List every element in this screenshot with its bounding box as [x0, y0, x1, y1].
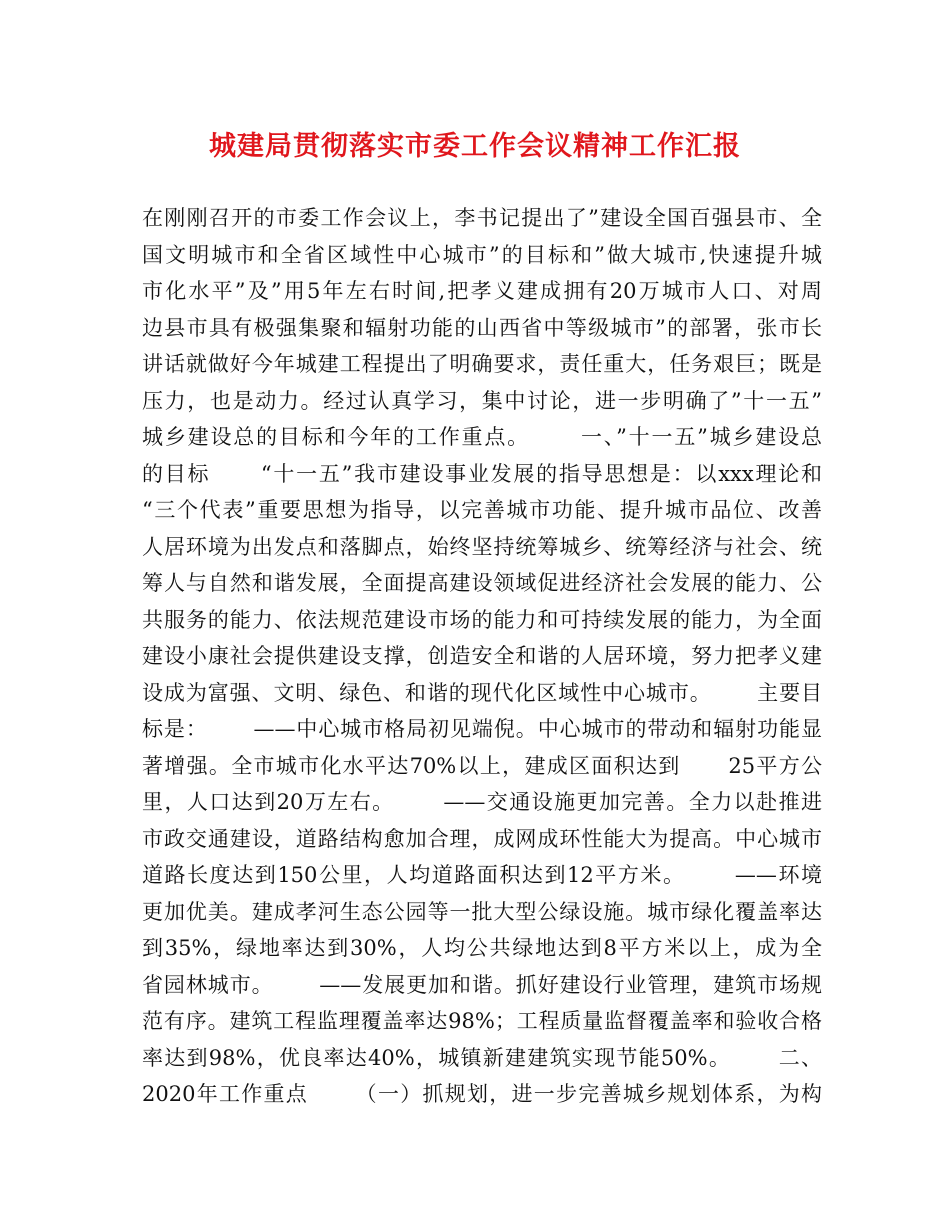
body-line: 的目标 “十一五”我市建设事业发展的指导思想是：以xxx理论和	[142, 461, 822, 486]
body-line: 范有序。建筑工程监理覆盖率达98%；工程质量监督覆盖率和验收合格	[142, 1009, 822, 1033]
body-line: 道路长度达到150公里，人均道路面积达到12平方米。 ——环境	[142, 863, 822, 887]
body-line: 建设小康社会提供建设支撑，创造安全和谐的人居环境，努力把孝义建	[142, 644, 822, 668]
body-line: 标是： ——中心城市格局初见端倪。中心城市的带动和辐射功能显	[142, 717, 822, 741]
body-line: 共服务的能力、依法规范建设市场的能力和可持续发展的能力，为全面	[142, 607, 822, 632]
body-line: 到35%，绿地率达到30%，人均公共绿地达到8平方米以上，成为全	[142, 936, 822, 960]
body-line: 设成为富强、文明、绿色、和谐的现代化区域性中心城市。 主要目	[142, 680, 822, 705]
body-line: 省园林城市。 ——发展更加和谐。抓好建设行业管理，建筑市场规	[142, 972, 822, 997]
body-line: 里，人口达到20万左右。 ——交通设施更加完善。全力以赴推进	[142, 790, 822, 814]
body-line: 筹人与自然和谐发展，全面提高建设领域促进经济社会发展的能力、公	[142, 571, 822, 595]
body-line: 市政交通建设，道路结构愈加合理，成网成环性能大为提高。中心城市	[142, 826, 822, 851]
body-line: 讲话就做好今年城建工程提出了明确要求，责任重大，任务艰巨；既是	[142, 352, 822, 376]
body-line: 压力，也是动力。经过认真学习，集中讨论，进一步明确了”十一五”	[142, 388, 822, 413]
body-line: 在刚刚召开的市委工作会议上，李书记提出了”建设全国百强县市、全	[142, 206, 822, 230]
body-line: 市化水平”及”用5年左右时间,把孝义建成拥有20万城市人口、对周	[142, 279, 822, 303]
body-line: 2020年工作重点 （一）抓规划，进一步完善城乡规划体系，为构	[142, 1082, 822, 1106]
body-line: 边县市具有极强集聚和辐射功能的山西省中等级城市”的部署，张市长	[142, 315, 822, 340]
body-line: 率达到98%，优良率达40%，城镇新建建筑实现节能50%。 二、	[142, 1045, 822, 1070]
document-body	[142, 200, 822, 1113]
document-title: 城建局贯彻落实市委工作会议精神工作汇报	[209, 131, 741, 162]
body-line: 著增强。全市城市化水平达70%以上，建成区面积达到 25平方公	[142, 753, 822, 778]
body-line: 国文明城市和全省区域性中心城市”的目标和”做大城市,快速提升城	[142, 242, 822, 267]
body-line: “三个代表”重要思想为指导，以完善城市功能、提升城市品位、改善	[142, 498, 822, 522]
body-line: 城乡建设总的目标和今年的工作重点。 一、”十一五”城乡建设总	[142, 425, 822, 449]
body-line: 更加优美。建成孝河生态公园等一批大型公绿设施。城市绿化覆盖率达	[142, 899, 822, 924]
body-line: 人居环境为出发点和落脚点，始终坚持统筹城乡、统筹经济与社会、统	[142, 534, 822, 559]
